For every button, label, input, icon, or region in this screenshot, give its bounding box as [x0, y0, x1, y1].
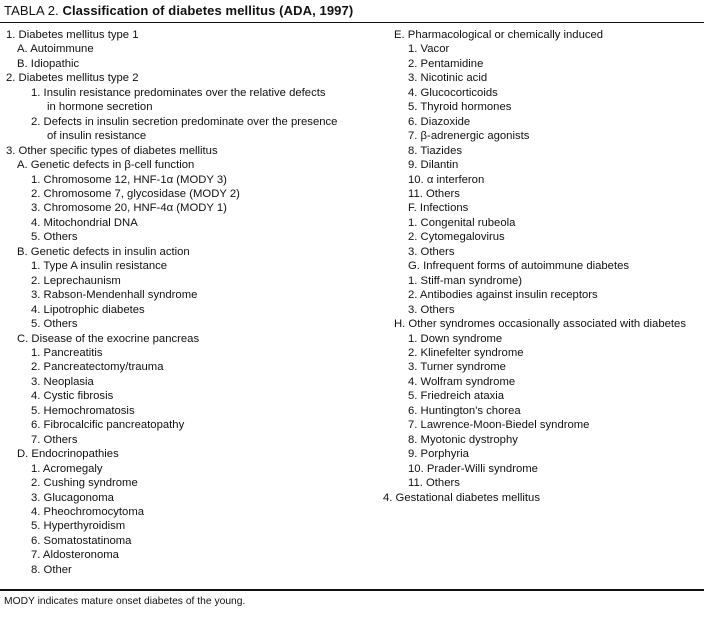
list-item: 2. Pentamidine — [408, 57, 484, 70]
list-item: 5. Friedreich ataxia — [408, 390, 505, 403]
list-item: 1. Diabetes mellitus type 1 — [6, 29, 139, 41]
list-item: 5. Others — [31, 318, 78, 331]
list-item: 4. Glucocorticoids — [408, 86, 498, 99]
list-item: 3. Chromosome 20, HNF-4α (MODY 1) — [31, 202, 227, 215]
list-item: 10. Prader-Willi syndrome — [408, 462, 538, 475]
list-item: 3. Neoplasia — [31, 375, 94, 388]
list-item: 1. Chromosome 12, HNF-1α (MODY 3) — [31, 173, 227, 186]
list-item: C. Disease of the exocrine pancreas — [17, 332, 200, 345]
list-item: 1. Acromegaly — [31, 462, 103, 475]
list-item: 4. Lipotrophic diabetes — [31, 303, 145, 316]
list-item: 6. Fibrocalcific pancreatopathy — [31, 419, 185, 432]
list-item: 4. Cystic fibrosis — [31, 390, 114, 403]
list-item: 8. Other — [31, 563, 72, 576]
list-item: 2. Diabetes mellitus type 2 — [6, 72, 139, 85]
list-item: 9. Porphyria — [408, 448, 469, 461]
list-item: 11. Others — [408, 187, 460, 200]
bottom-rule — [0, 589, 704, 591]
list-item: in hormone secretion — [47, 101, 153, 114]
list-item: 4. Pheochromocytoma — [31, 505, 145, 518]
list-item: 3. Glucagonoma — [31, 491, 114, 504]
list-item: 7. Lawrence-Moon-Biedel syndrome — [408, 419, 590, 432]
list-item: 5. Others — [31, 231, 78, 244]
list-item: 8. Tiazides — [408, 144, 463, 157]
list-item: 5. Hemochromatosis — [31, 404, 135, 417]
list-item: 7. β-adrenergic agonists — [408, 130, 530, 143]
list-item: A. Genetic defects in β-cell function — [17, 159, 195, 172]
left-column — [6, 28, 356, 577]
list-item: 2. Pancreatectomy/trauma — [31, 361, 164, 374]
list-item: 7. Others — [31, 433, 78, 446]
list-item: 9. Dilantin — [408, 159, 459, 172]
list-item: 3. Others — [408, 245, 455, 258]
list-item: 2. Antibodies against insulin receptors — [408, 289, 598, 302]
list-item: 1. Vacor — [408, 43, 450, 56]
list-item: 4. Gestational diabetes mellitus — [383, 491, 540, 504]
list-item: 2. Klinefelter syndrome — [408, 346, 524, 359]
list-item: 3. Nicotinic acid — [408, 72, 488, 85]
list-item: 6. Huntington's chorea — [408, 404, 521, 417]
list-item: 4. Wolfram syndrome — [408, 375, 516, 388]
list-item: 1. Type A insulin resistance — [31, 260, 168, 273]
list-item: F. Infections — [408, 202, 469, 215]
list-item: 2. Cushing syndrome — [31, 477, 138, 490]
list-item: G. Infrequent forms of autoimmune diabetes — [408, 260, 630, 273]
list-item: 8. Myotonic dystrophy — [408, 433, 518, 446]
list-item: 4. Mitochondrial DNA — [31, 216, 138, 229]
list-item: 6. Somatostatinoma — [31, 534, 132, 547]
list-item: 1. Pancreatitis — [31, 346, 103, 359]
list-item: 2. Chromosome 7, glycosidase (MODY 2) — [31, 187, 240, 200]
list-item: E. Pharmacological or chemically induced — [394, 29, 604, 41]
list-item: 1. Stiff-man syndrome) — [408, 274, 523, 287]
list-item: 3. Turner syndrome — [408, 361, 506, 374]
list-item: 1. Down syndrome — [408, 332, 503, 345]
list-item: 2. Defects in insulin secretion predominate over the presence — [31, 115, 338, 128]
list-item: 5. Hyperthyroidism — [31, 520, 126, 533]
footnote: MODY indicates mature onset diabetes of the young. — [4, 596, 246, 607]
list-item: 3. Rabson-Mendenhall syndrome — [31, 289, 198, 302]
list-item: 3. Others — [408, 303, 455, 316]
list-item: 2. Leprechaunism — [31, 274, 121, 287]
list-item: B. Idiopathic — [17, 57, 80, 70]
list-item: D. Endocrinopathies — [17, 448, 119, 461]
list-item: 11. Others — [408, 477, 460, 490]
list-item: 10. α interferon — [408, 173, 485, 186]
list-item: B. Genetic defects in insulin action — [17, 245, 190, 258]
top-rule — [0, 22, 704, 23]
list-item: 3. Other specific types of diabetes mellitus — [6, 144, 218, 157]
table-caption: Classification of diabetes mellitus (ADA, 1997) — [62, 3, 354, 18]
table-number: TABLA 2. — [4, 3, 63, 18]
list-item: 7. Aldosteronoma — [31, 549, 119, 562]
list-item: of insulin resistance — [47, 130, 147, 143]
list-item: 1. Congenital rubeola — [408, 216, 516, 229]
table-title — [4, 3, 353, 18]
right-column — [383, 28, 701, 505]
list-item: A. Autoimmune — [17, 43, 94, 56]
list-item: 2. Cytomegalovirus — [408, 231, 505, 244]
list-item: 1. Insulin resistance predominates over the relative defects — [31, 86, 326, 99]
list-item: H. Other syndromes occasionally associated with diabetes — [394, 318, 686, 331]
list-item: 5. Thyroid hormones — [408, 101, 512, 114]
list-item: 6. Diazoxide — [408, 115, 471, 128]
